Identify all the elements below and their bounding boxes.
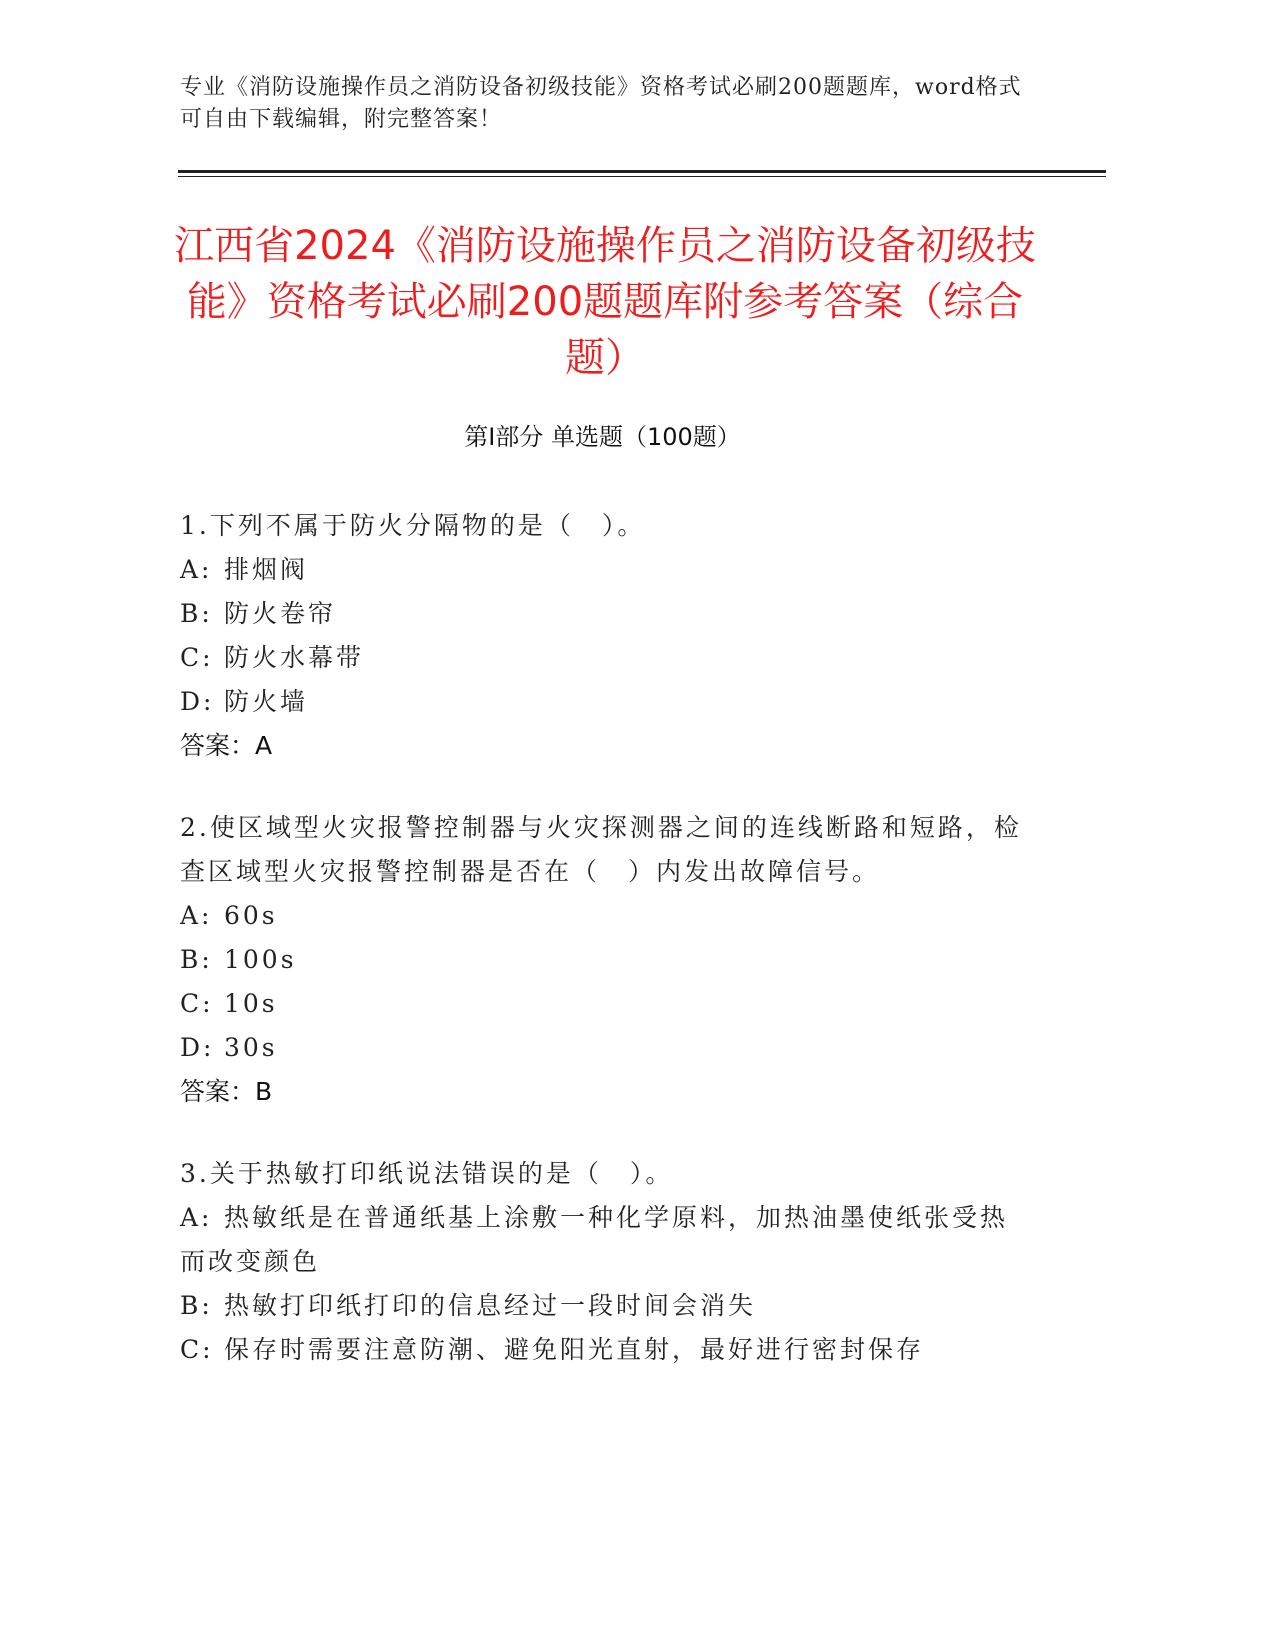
option-b — [180, 592, 1030, 636]
option-key: B: — [180, 1291, 213, 1320]
option-key: C: — [180, 989, 214, 1018]
question-list — [180, 504, 1030, 1410]
option-text: 防火水幕带 — [224, 643, 365, 672]
answer: 答案：A — [180, 731, 273, 760]
option-text: 60s — [224, 901, 278, 930]
option-key: C: — [180, 643, 214, 672]
question-text: 2.使区域型火灾报警控制器与火灾探测器之间的连线断路和短路，检查区域型火灾报警控制器是否在（ ）内发出故障信号。 — [180, 813, 1022, 886]
option-text: 热敏打印纸打印的信息经过一段时间会消失 — [224, 1291, 757, 1320]
header-note: 专业《消防设施操作员之消防设备初级技能》资格考试必刷200题题库，word格式可自由下载编辑，附完整答案！ — [180, 75, 1022, 132]
header-divider-thick — [178, 170, 1106, 173]
option-key: C: — [180, 1335, 214, 1364]
option-c — [180, 636, 1030, 680]
option-key: B: — [180, 945, 213, 974]
question-2 — [180, 806, 1030, 1114]
option-d — [180, 1026, 1030, 1070]
option-c — [180, 982, 1030, 1026]
option-key: D: — [180, 1033, 215, 1062]
document-title: 江西省2024《消防设施操作员之消防设备初级技能》资格考试必刷200题题库附参考答案（综合题） — [174, 223, 1036, 381]
question-text: 1.下列不属于防火分隔物的是（ ）。 — [180, 511, 646, 540]
option-a — [180, 548, 1030, 592]
option-text: 防火卷帘 — [224, 599, 337, 628]
question-3 — [180, 1152, 1030, 1372]
option-b — [180, 1284, 1030, 1328]
option-text: 30s — [224, 1033, 278, 1062]
option-a — [180, 894, 1030, 938]
option-key: B: — [180, 599, 213, 628]
option-key: D: — [180, 687, 215, 716]
question-1 — [180, 504, 1030, 768]
option-key: A: — [180, 555, 213, 584]
option-text: 热敏纸是在普通纸基上涂敷一种化学原料，加热油墨使纸张受热而改变颜色 — [180, 1203, 1009, 1276]
question-text: 3.关于热敏打印纸说法错误的是（ ）。 — [180, 1159, 674, 1188]
option-b — [180, 938, 1030, 982]
option-d — [180, 680, 1030, 724]
option-a — [180, 1196, 1030, 1284]
option-text: 100s — [224, 945, 297, 974]
section-title: 第Ⅰ部分 单选题（100题） — [464, 423, 741, 451]
option-text: 排烟阀 — [224, 555, 309, 584]
option-key: A: — [180, 1203, 213, 1232]
option-text: 保存时需要注意防潮、避免阳光直射，最好进行密封保存 — [224, 1335, 925, 1364]
option-c — [180, 1328, 1030, 1372]
option-key: A: — [180, 901, 213, 930]
header-divider-thin — [178, 176, 1106, 177]
answer: 答案：B — [180, 1077, 273, 1106]
option-text: 防火墙 — [224, 687, 309, 716]
option-text: 10s — [224, 989, 278, 1018]
